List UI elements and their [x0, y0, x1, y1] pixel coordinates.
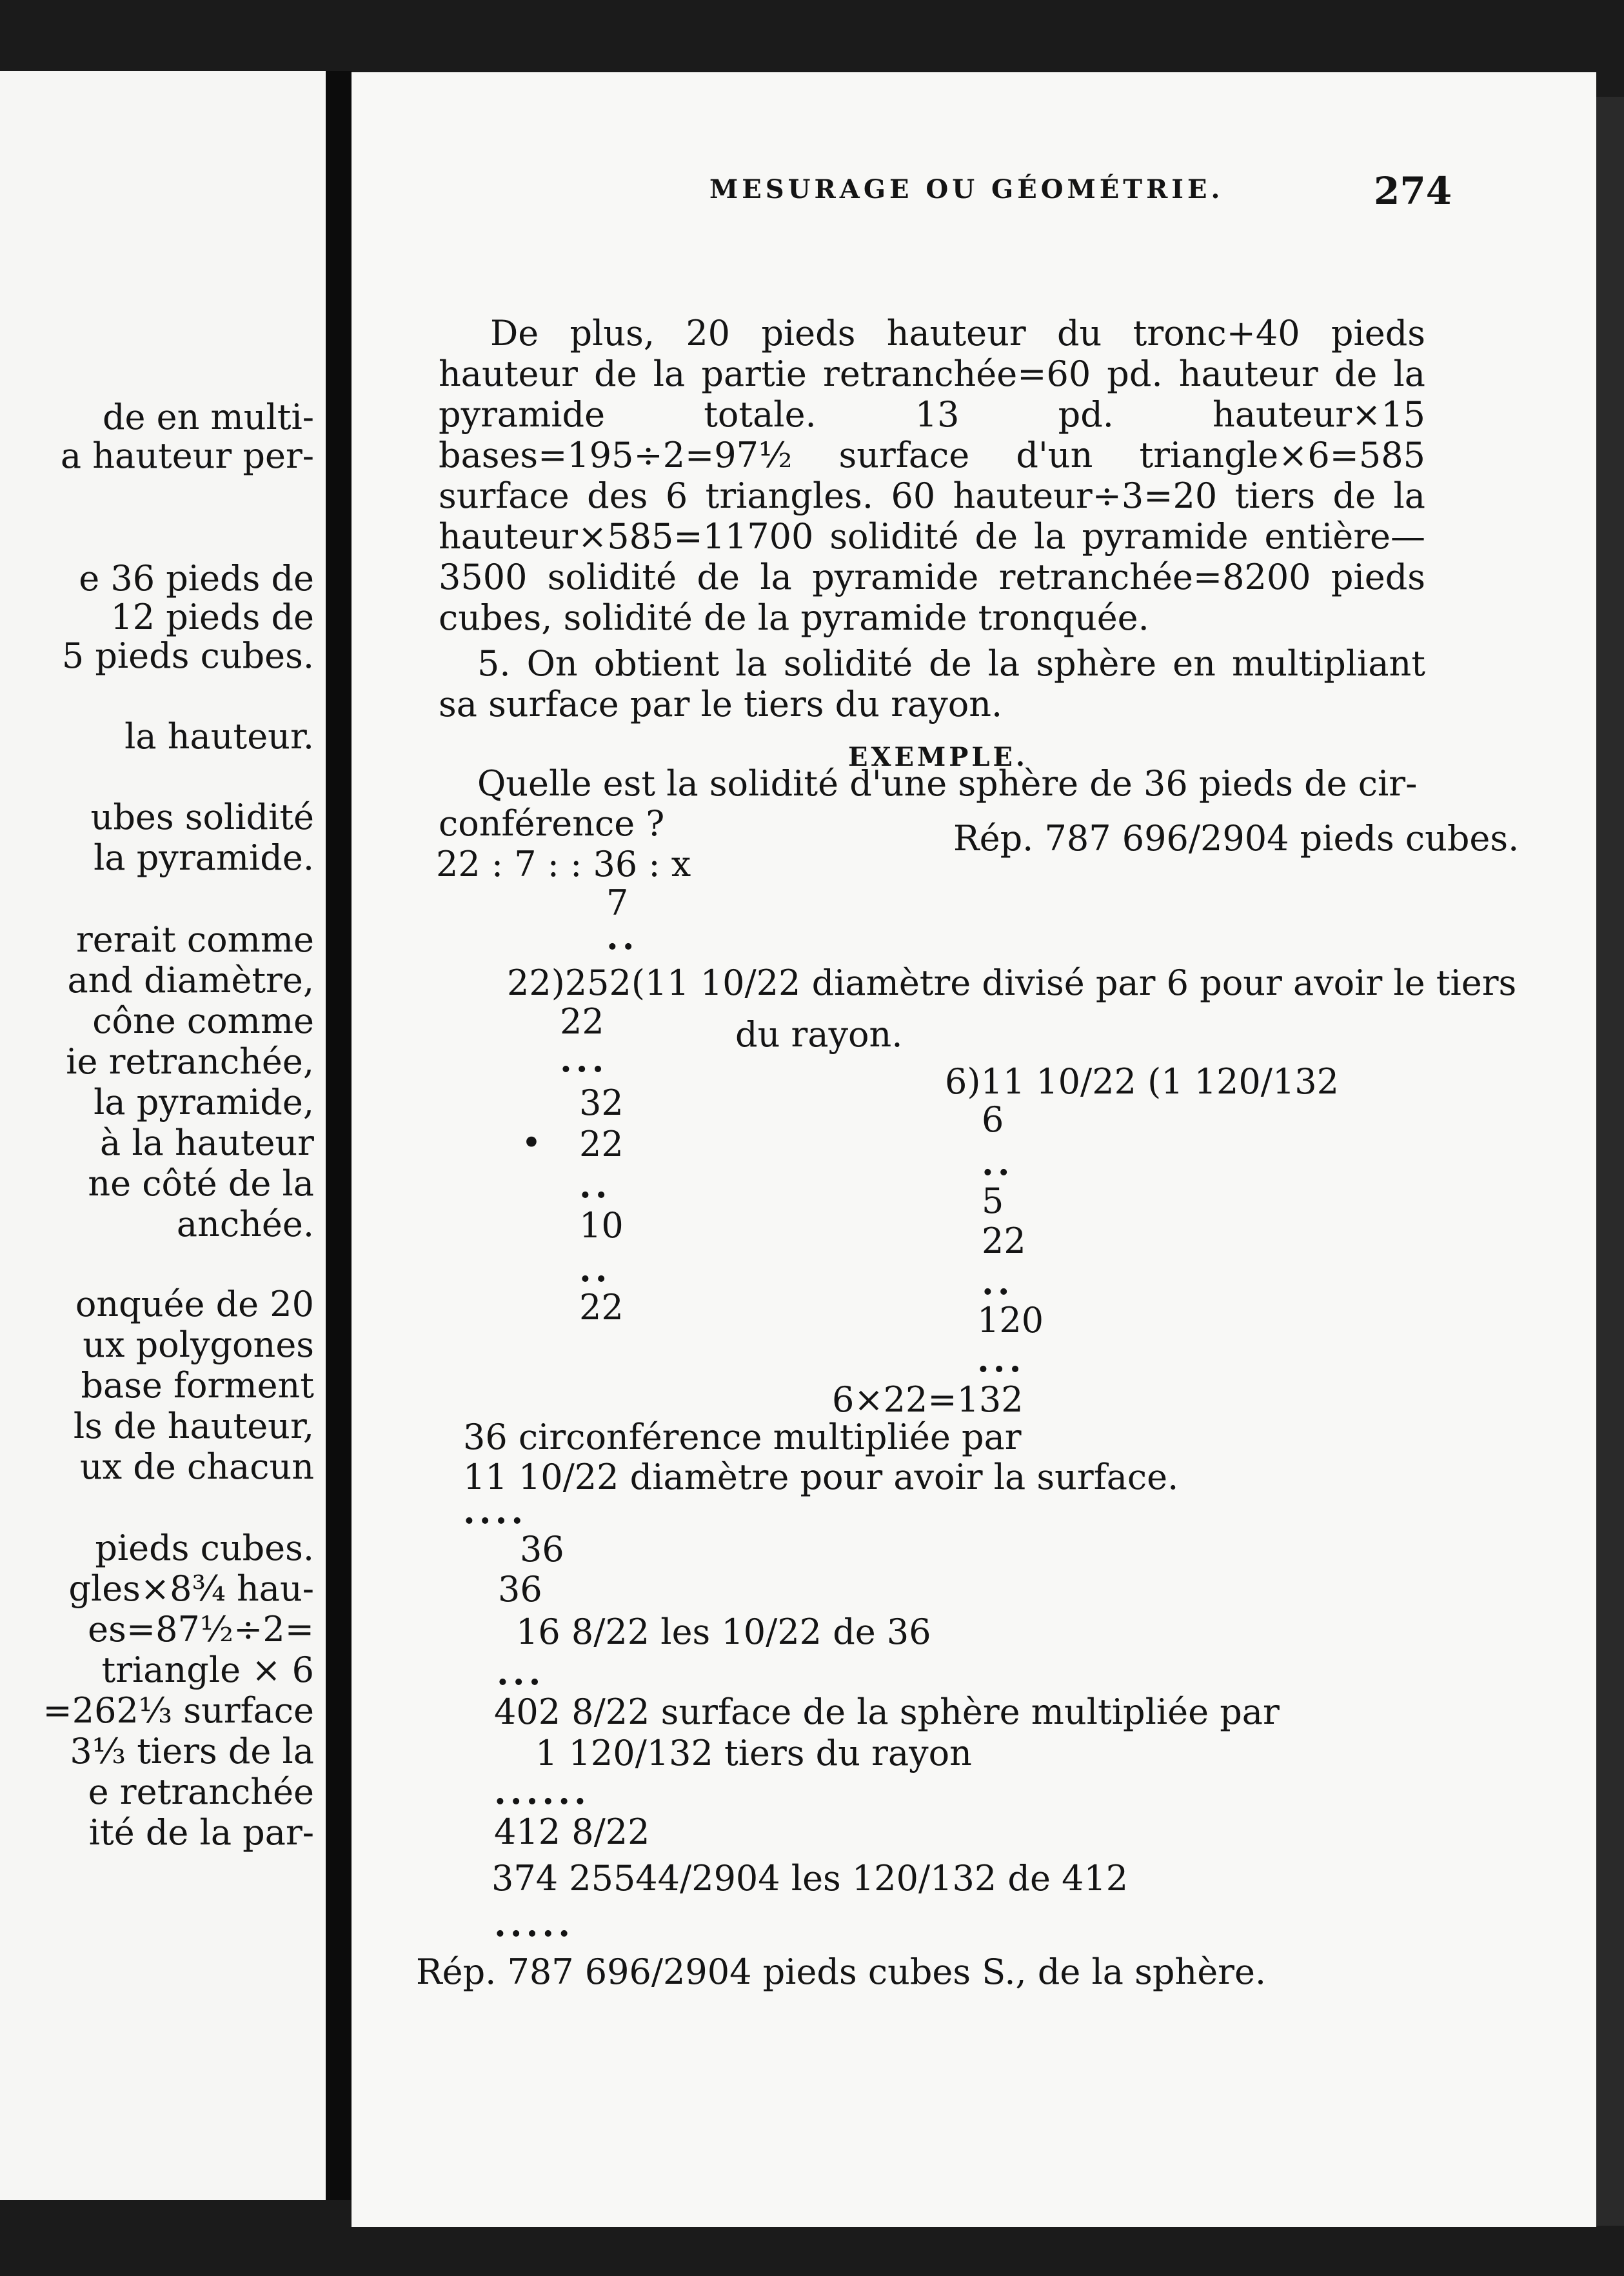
- calc-line: 402 8/22 surface de la sphère multipliée par: [494, 1692, 1280, 1732]
- left-page-line: ux polygones: [83, 1324, 314, 1365]
- calc-line: 10: [579, 1205, 624, 1246]
- left-page-line: e retranchée: [88, 1772, 314, 1812]
- calc-line: 1 120/132 tiers du rayon: [535, 1733, 972, 1773]
- calc-dots: .....: [494, 1903, 574, 1944]
- left-page-line: =262⅓ surface: [43, 1690, 314, 1731]
- left-page-line: e 36 pieds de: [79, 558, 314, 599]
- left-page-line: es=87½÷2=: [88, 1609, 314, 1650]
- paragraph-sphere-rule: 5. On obtient la solidité de la sphère en multipliant sa surface par le tiers du rayon.: [439, 643, 1425, 724]
- calc-line: 32: [579, 1083, 624, 1123]
- book-gutter: [326, 71, 352, 2200]
- calc-line: 22: [579, 1287, 624, 1328]
- left-page-line: la pyramide.: [94, 837, 314, 878]
- paragraph-pyramid-solution: De plus, 20 pieds hauteur du tronc+40 pieds hauteur de la partie retranchée=60 pd. hauteur de la pyramide totale. 13 pd. hauteur×15 bases=195÷2=97½ surface d'un triangle×6=585 surface des 6 triangles. 60 hauteur÷3=20 tiers de la hauteur×585=11700 solidité de la pyramide entière—3500 solidité de la pyramide retranchée=8200 pieds cubes, solidité de la pyramide tronquée.: [439, 313, 1425, 638]
- left-page-line: gles×8¾ hau-: [68, 1568, 314, 1609]
- left-page-line: 5 pieds cubes.: [61, 635, 314, 676]
- calc-line: 22: [560, 1001, 604, 1042]
- page-number: 274: [1374, 169, 1452, 213]
- calc-line: 6)11 10/22 (1 120/132: [945, 1061, 1340, 1102]
- calc-line: 412 8/22: [494, 1812, 650, 1852]
- left-page-line: triangle × 6: [101, 1650, 314, 1690]
- left-page-line: la pyramide,: [94, 1082, 314, 1123]
- calc-dots: ..: [579, 1164, 611, 1206]
- calc-dots: ..: [982, 1142, 1014, 1183]
- left-page-line: ux de chacun: [79, 1446, 314, 1487]
- calc-line: 22: [982, 1221, 1026, 1261]
- answer-top: Rép. 787 696/2904 pieds cubes.: [953, 818, 1520, 859]
- calc-dots: ..: [606, 916, 639, 957]
- calc-dots: ..: [579, 1248, 611, 1290]
- calc-dots: ......: [494, 1771, 590, 1812]
- left-page-line: 12 pieds de: [110, 597, 314, 637]
- left-page: [0, 71, 326, 2200]
- question-line-2: conférence ?: [439, 803, 665, 844]
- left-page-line: and diamètre,: [67, 960, 314, 1001]
- left-page-line: ubes solidité: [90, 797, 314, 837]
- calc-dots: ....: [463, 1490, 528, 1532]
- left-page-line: à la hauteur: [100, 1123, 314, 1163]
- left-page-line: ie retranchée,: [66, 1041, 314, 1082]
- calc-line: 16 8/22 les 10/22 de 36: [516, 1612, 931, 1652]
- left-page-line: ls de hauteur,: [73, 1406, 314, 1446]
- left-page-line: 3⅓ tiers de la: [70, 1731, 314, 1772]
- calc-line: 22 : 7 : : 36 : x: [436, 844, 691, 884]
- calc-line: 36 circonférence multipliée par: [463, 1417, 1022, 1457]
- calc-line: 6×22=132: [832, 1379, 1024, 1420]
- calc-line: 5: [982, 1181, 1004, 1221]
- calc-line: du rayon.: [735, 1014, 903, 1055]
- running-title: MESURAGE OU GÉOMÉTRIE.: [709, 174, 1224, 205]
- left-page-line: a hauteur per-: [60, 435, 314, 476]
- calc-line: 22: [579, 1124, 624, 1164]
- calc-dots: ...: [560, 1039, 608, 1080]
- left-page-line: ne côté de la: [88, 1163, 314, 1204]
- calc-line: 36: [520, 1529, 564, 1570]
- left-page-line: pieds cubes.: [95, 1528, 314, 1568]
- left-page-line: rerait comme: [75, 919, 314, 960]
- left-page-line: cône comme: [92, 1001, 314, 1041]
- calc-line: 11 10/22 diamètre pour avoir la surface.: [463, 1457, 1179, 1497]
- calc-line: 7: [606, 883, 629, 923]
- calc-line: •: [521, 1123, 542, 1163]
- calc-line: 6: [982, 1099, 1004, 1140]
- calc-dots: ...: [497, 1652, 545, 1693]
- final-answer: Rép. 787 696/2904 pieds cubes S., de la sphère.: [416, 1952, 1267, 1992]
- calc-line: 374 25544/2904 les 120/132 de 412: [491, 1858, 1129, 1899]
- calc-dots: ...: [977, 1339, 1025, 1380]
- page-edge-shadow: [1596, 97, 1624, 2226]
- left-page-line: de en multi-: [102, 397, 314, 437]
- left-page-line: onquée de 20: [75, 1284, 314, 1324]
- example-heading: EXEMPLE.: [848, 742, 1028, 772]
- calc-line: 120: [977, 1300, 1044, 1341]
- calc-dots: ..: [982, 1261, 1014, 1303]
- left-page-line: anchée.: [176, 1204, 314, 1244]
- question-line-1: Quelle est la solidité d'une sphère de 36 pieds de cir-: [477, 763, 1418, 804]
- left-page-line: ité de la par-: [88, 1812, 314, 1853]
- calc-line: 22)252(11 10/22 diamètre divisé par 6 pour avoir le tiers: [507, 963, 1517, 1003]
- left-page-line: base forment: [81, 1365, 314, 1406]
- left-page-line: la hauteur.: [124, 716, 314, 757]
- calc-line: 36: [498, 1569, 542, 1610]
